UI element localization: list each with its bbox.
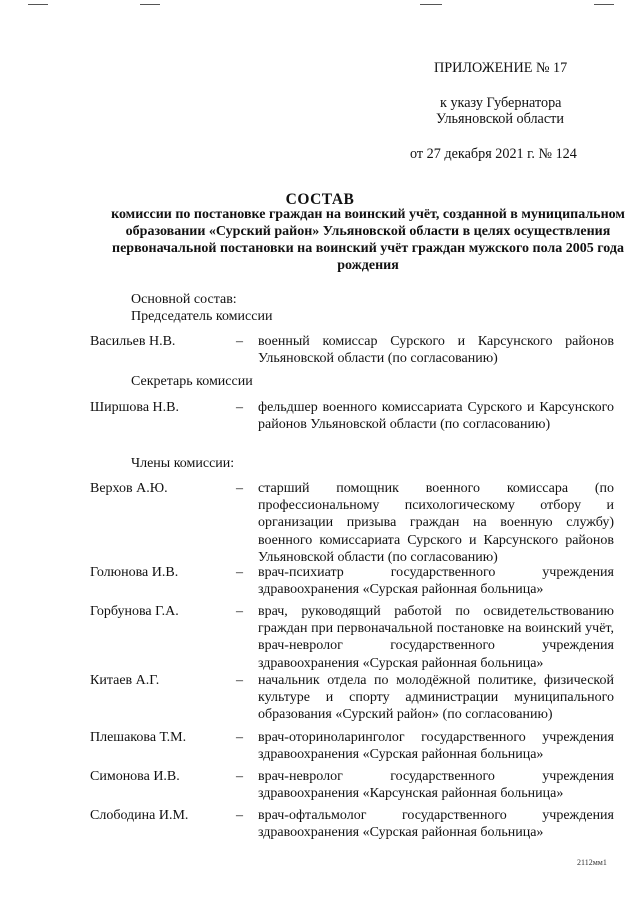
top-scan-marks <box>28 0 614 11</box>
entry-role: фельдшер военного комиссариата Сурского и Карсунского районов Ульяновской области (по согласованию) <box>258 400 614 433</box>
document-subtitle: комиссии по постановке граждан на воинский учёт, созданной в муниципальном образовании «Сурский район» Ульяновской области в целях осуществления первоначальной постановки на воинский учёт граждан мужского пола 2005 года рождения <box>111 207 625 273</box>
entry-role: врач, руководящий работой по освидетельствованию граждан при первоначальной постановке на воинский учёт, врач-невролог государственного учреждения здравоохранения «Сурская районная больница» <box>258 604 614 671</box>
entry-name: Ширшова Н.В. <box>90 400 179 415</box>
entry-dash: – <box>236 673 243 688</box>
commission-entry <box>90 603 614 672</box>
commission-entry <box>90 399 614 433</box>
main-composition-heading: Основной состав: <box>131 292 237 307</box>
commission-entry <box>90 672 614 724</box>
document-code: 2112мм1 <box>577 858 607 867</box>
commission-entry <box>90 333 614 367</box>
entry-dash: – <box>236 334 243 349</box>
entry-dash: – <box>236 400 243 415</box>
commission-entry <box>90 564 614 598</box>
entry-name: Китаев А.Г. <box>90 673 160 688</box>
entry-dash: – <box>236 565 243 580</box>
entry-role: начальник отдела по молодёжной политике, физической культуре и спорту администрации муниципального образования «Сурский район» (по согласованию) <box>258 673 614 723</box>
entry-role: врач-психиатр государственного учреждения здравоохранения «Сурская районная больница» <box>258 565 614 598</box>
commission-entry <box>90 480 614 566</box>
entry-dash: – <box>236 730 243 745</box>
entry-dash: – <box>236 769 243 784</box>
document-title: СОСТАВ <box>285 191 355 208</box>
entry-role: врач-невролог государственного учреждения здравоохранения «Карсунская районная больница» <box>258 769 614 802</box>
entry-name: Симонова И.В. <box>90 769 180 784</box>
decree-region: Ульяновской области <box>436 111 564 127</box>
entry-role: старший помощник военного комиссара (по профессиональному психологическому отбору и организации призыва граждан на военную службу) военного комиссариата Сурского и Карсунского районов Ульяновской области (по согласованию) <box>258 481 614 565</box>
entry-role: врач-офтальмолог государственного учреждения здравоохранения «Сурская районная больница» <box>258 808 614 841</box>
commission-entry <box>90 807 614 841</box>
appendix-number: ПРИЛОЖЕНИЕ № 17 <box>434 60 568 76</box>
entry-dash: – <box>236 481 243 496</box>
entry-name: Слободина И.М. <box>90 808 189 823</box>
decree-reference: к указу Губернатора <box>440 95 562 111</box>
commission-entry <box>90 768 614 802</box>
decree-date: от 27 декабря 2021 г. № 124 <box>410 146 577 162</box>
members-heading: Члены комиссии: <box>131 456 235 471</box>
secretary-heading: Секретарь комиссии <box>131 374 253 389</box>
entry-dash: – <box>236 604 243 619</box>
entry-name: Голюнова И.В. <box>90 565 179 580</box>
entry-role: врач-оториноларинголог государственного учреждения здравоохранения «Сурская районная больница» <box>258 730 614 763</box>
entry-role: военный комиссар Сурского и Карсунского районов Ульяновской области (по согласованию) <box>258 334 614 367</box>
commission-entry <box>90 729 614 763</box>
chairman-heading: Председатель комиссии <box>131 309 273 324</box>
entry-name: Горбунова Г.А. <box>90 604 179 619</box>
entry-name: Плешакова Т.М. <box>90 730 187 745</box>
entry-name: Васильев Н.В. <box>90 334 176 349</box>
entry-dash: – <box>236 808 243 823</box>
entry-name: Верхов А.Ю. <box>90 481 168 496</box>
